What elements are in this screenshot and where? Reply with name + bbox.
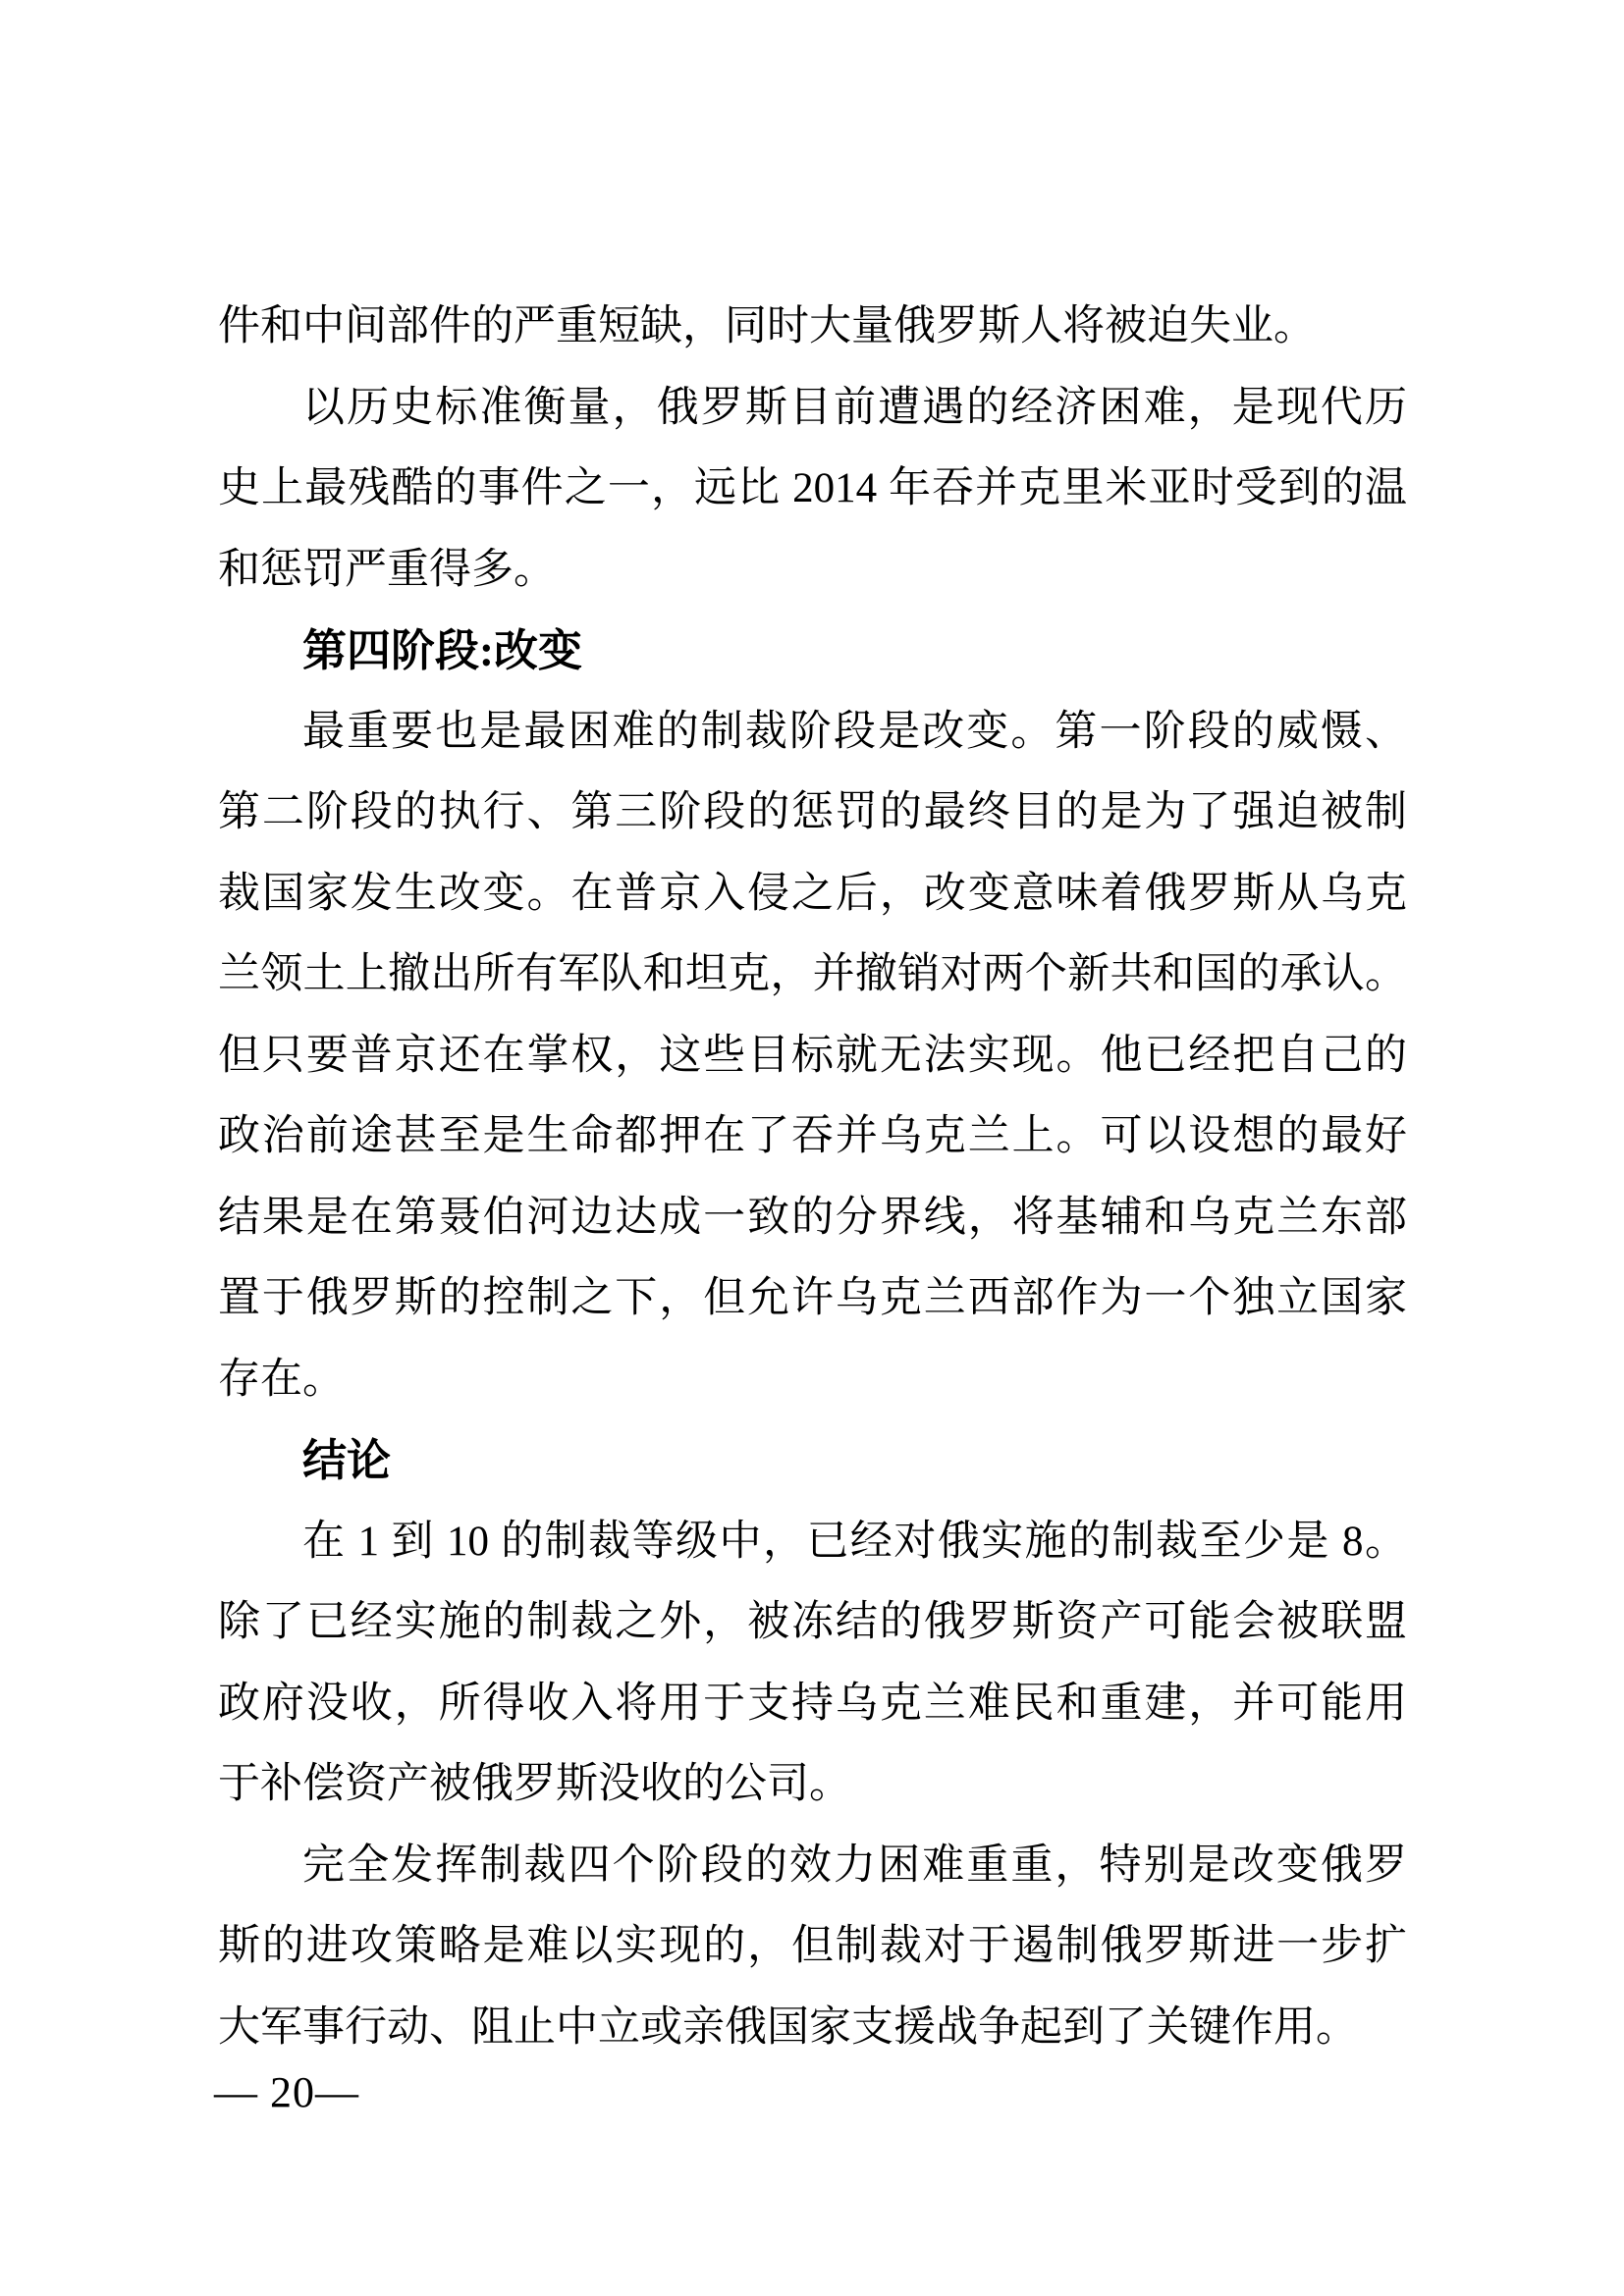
section-heading: 结论 <box>302 1436 392 1485</box>
paragraph-continuation <box>218 287 1407 368</box>
paragraph-conclusion-2 <box>218 1826 1407 2069</box>
paragraph-history-comparison <box>218 368 1407 612</box>
text-line: 政府没收，所得收入将用于支持乌克兰难民和重建，并可能用 <box>218 1680 1407 1727</box>
text-line: 除了已经实施的制裁之外，被冻结的俄罗斯资产可能会被联盟 <box>218 1599 1407 1645</box>
text-line: 完全发挥制裁四个阶段的效力困难重重，特别是改变俄罗 <box>302 1842 1407 1889</box>
text-line: 兰领土上撤出所有军队和坦克，并撤销对两个新共和国的承认。 <box>218 951 1407 997</box>
text-line: 第二阶段的执行、第三阶段的惩罚的最终目的是为了强迫被制 <box>218 789 1407 835</box>
text-line: 置于俄罗斯的控制之下，但允许乌克兰西部作为一个独立国家 <box>218 1275 1407 1321</box>
text-line: 斯的进攻策略是难以实现的，但制裁对于遏制俄罗斯进一步扩 <box>218 1923 1407 1969</box>
paragraph-conclusion-1 <box>218 1502 1407 1826</box>
text-line: 于补偿资产被俄罗斯没收的公司。 <box>218 1761 851 1807</box>
text-line: 以历史标准衡量，俄罗斯目前遭遇的经济困难，是现代历 <box>302 384 1407 431</box>
text-line: 件和中间部件的严重短缺，同时大量俄罗斯人将被迫失业。 <box>218 303 1316 349</box>
text-line: 最重要也是最困难的制裁阶段是改变。第一阶段的威慑、 <box>302 708 1407 755</box>
paragraph-phase4-body <box>218 692 1407 1421</box>
text-line: 大军事行动、阻止中立或亲俄国家支援战争起到了关键作用。 <box>218 2003 1358 2051</box>
text-line: 存在。 <box>218 1356 345 1403</box>
page-body <box>218 287 1407 2068</box>
text-line: 政治前途甚至是生命都押在了吞并乌克兰上。可以设想的最好 <box>218 1113 1407 1159</box>
section-heading: 第四阶段:改变 <box>302 626 582 675</box>
section-heading-conclusion <box>218 1420 1407 1502</box>
text-line: 在 1 到 10 的制裁等级中，已经对俄实施的制裁至少是 8。 <box>302 1518 1407 1565</box>
text-line: 但只要普京还在掌权，这些目标就无法实现。他已经把自己的 <box>218 1032 1407 1079</box>
page-number: — 20— <box>214 2068 359 2116</box>
text-line: 史上最残酷的事件之一，远比 2014 年吞并克里米亚时受到的温 <box>218 465 1407 511</box>
text-line: 裁国家发生改变。在普京入侵之后，改变意味着俄罗斯从乌克 <box>218 870 1407 917</box>
section-heading-phase4 <box>218 611 1407 692</box>
text-line: 和惩罚严重得多。 <box>218 546 556 593</box>
text-line: 结果是在第聂伯河边达成一致的分界线，将基辅和乌克兰东部 <box>218 1194 1407 1241</box>
